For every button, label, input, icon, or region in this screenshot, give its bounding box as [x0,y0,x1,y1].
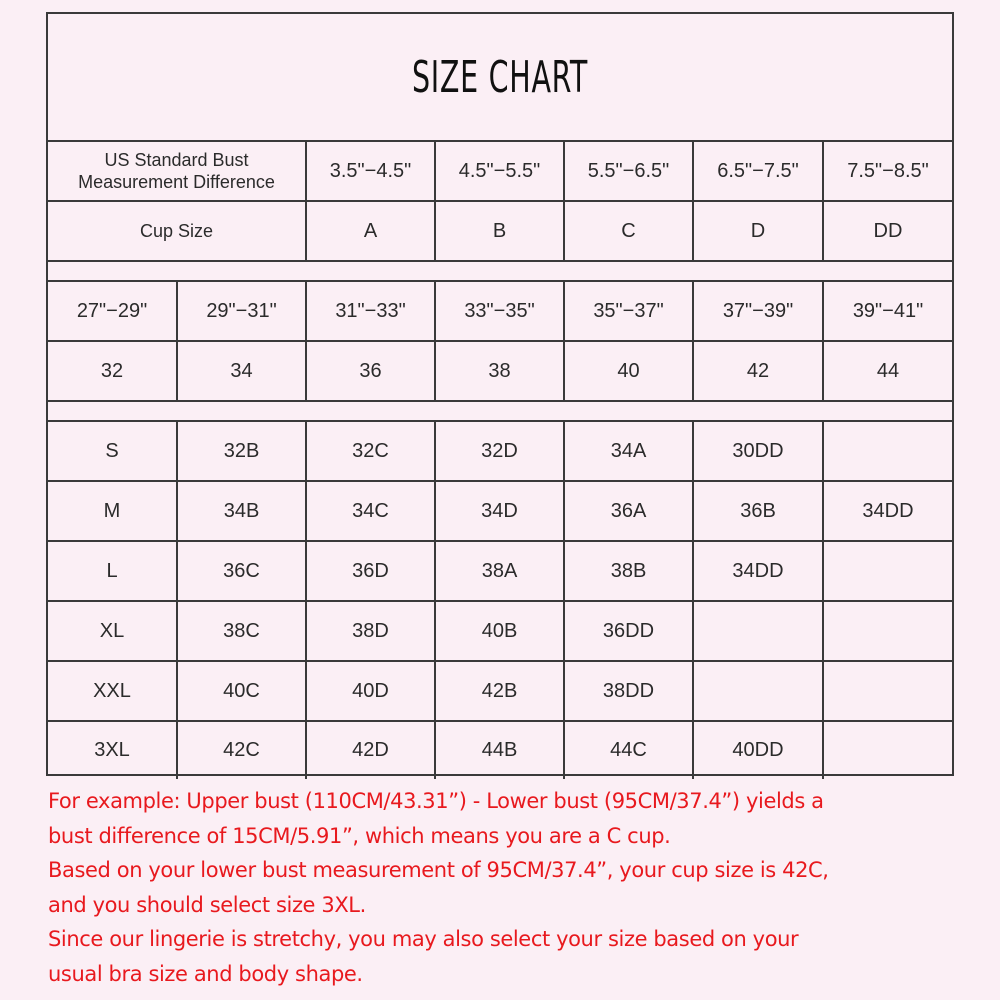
measurement-row [48,281,952,341]
band-cell: 38 [435,341,564,401]
size-cell: 40DD [693,721,823,779]
size-cell: 36A [564,481,693,541]
size-cell: 38D [306,601,435,661]
size-cell: 42D [306,721,435,779]
size-row [48,601,952,661]
size-chart-table [48,140,952,779]
size-cell: 36DD [564,601,693,661]
measurement-cell: 35"−37" [564,281,693,341]
spacer-row [48,401,952,421]
note-line: usual bra size and body shape. [48,961,363,986]
difference-row [48,141,952,201]
difference-cell: 7.5"−8.5" [823,141,952,201]
size-cell [693,601,823,661]
size-cell: 34B [177,481,306,541]
size-cell: 44C [564,721,693,779]
size-cell: 40D [306,661,435,721]
size-cell [823,721,952,779]
size-cell [823,421,952,481]
band-cell: 40 [564,341,693,401]
size-cell [693,661,823,721]
size-cell: 30DD [693,421,823,481]
size-label: 3XL [48,721,177,779]
measurement-cell: 31"−33" [306,281,435,341]
cup-header: Cup Size [48,201,306,261]
example-notes [48,784,968,991]
size-cell: 38B [564,541,693,601]
difference-cell: 3.5"−4.5" [306,141,435,201]
note-line: and you should select size 3XL. [48,892,366,917]
note-line: bust difference of 15CM/5.91”, which means you are a C cup. [48,823,671,848]
size-cell: 38A [435,541,564,601]
size-label: XXL [48,661,177,721]
note-line: Based on your lower bust measurement of 95CM/37.4”, your cup size is 42C, [48,858,829,882]
measurement-cell: 37"−39" [693,281,823,341]
size-row [48,481,952,541]
chart-title: SIZE CHART [411,51,589,103]
measurement-cell: 29"−31" [177,281,306,341]
spacer-row [48,261,952,281]
size-cell: 34A [564,421,693,481]
difference-header: US Standard Bust Measurement Difference [48,141,306,201]
measurement-cell: 27"−29" [48,281,177,341]
size-cell [823,541,952,601]
spacer-cell [48,401,952,421]
size-cell: 42C [177,721,306,779]
band-cell: 44 [823,341,952,401]
cup-cell: D [693,201,823,261]
spacer-cell [48,261,952,281]
size-cell: 36D [306,541,435,601]
band-cell: 36 [306,341,435,401]
cup-cell: B [435,201,564,261]
note-line: Since our lingerie is stretchy, you may also select your size based on your [48,927,799,951]
size-cell: 44B [435,721,564,779]
size-cell: 42B [435,661,564,721]
size-cell [823,661,952,721]
cup-cell: A [306,201,435,261]
size-cell: 32C [306,421,435,481]
band-cell: 34 [177,341,306,401]
difference-cell: 6.5"−7.5" [693,141,823,201]
difference-cell: 4.5"−5.5" [435,141,564,201]
band-cell: 32 [48,341,177,401]
size-label: M [48,481,177,541]
size-cell: 40B [435,601,564,661]
size-label: L [48,541,177,601]
band-row [48,341,952,401]
cup-row [48,201,952,261]
size-chart [46,12,954,776]
size-cell: 32D [435,421,564,481]
size-row [48,661,952,721]
size-cell: 34DD [693,541,823,601]
measurement-cell: 33"−35" [435,281,564,341]
difference-cell: 5.5"−6.5" [564,141,693,201]
cup-cell: C [564,201,693,261]
size-cell: 34D [435,481,564,541]
size-cell: 34C [306,481,435,541]
size-row [48,541,952,601]
size-cell: 32B [177,421,306,481]
size-cell [823,601,952,661]
size-cell: 36B [693,481,823,541]
size-cell: 38DD [564,661,693,721]
size-row [48,421,952,481]
size-cell: 38C [177,601,306,661]
size-label: S [48,421,177,481]
cup-cell: DD [823,201,952,261]
band-cell: 42 [693,341,823,401]
size-label: XL [48,601,177,661]
size-cell: 36C [177,541,306,601]
measurement-cell: 39"−41" [823,281,952,341]
size-cell: 40C [177,661,306,721]
note-line: For example: Upper bust (110CM/43.31”) - Lower bust (95CM/37.4”) yields a [48,789,824,813]
size-row [48,721,952,779]
size-cell: 34DD [823,481,952,541]
